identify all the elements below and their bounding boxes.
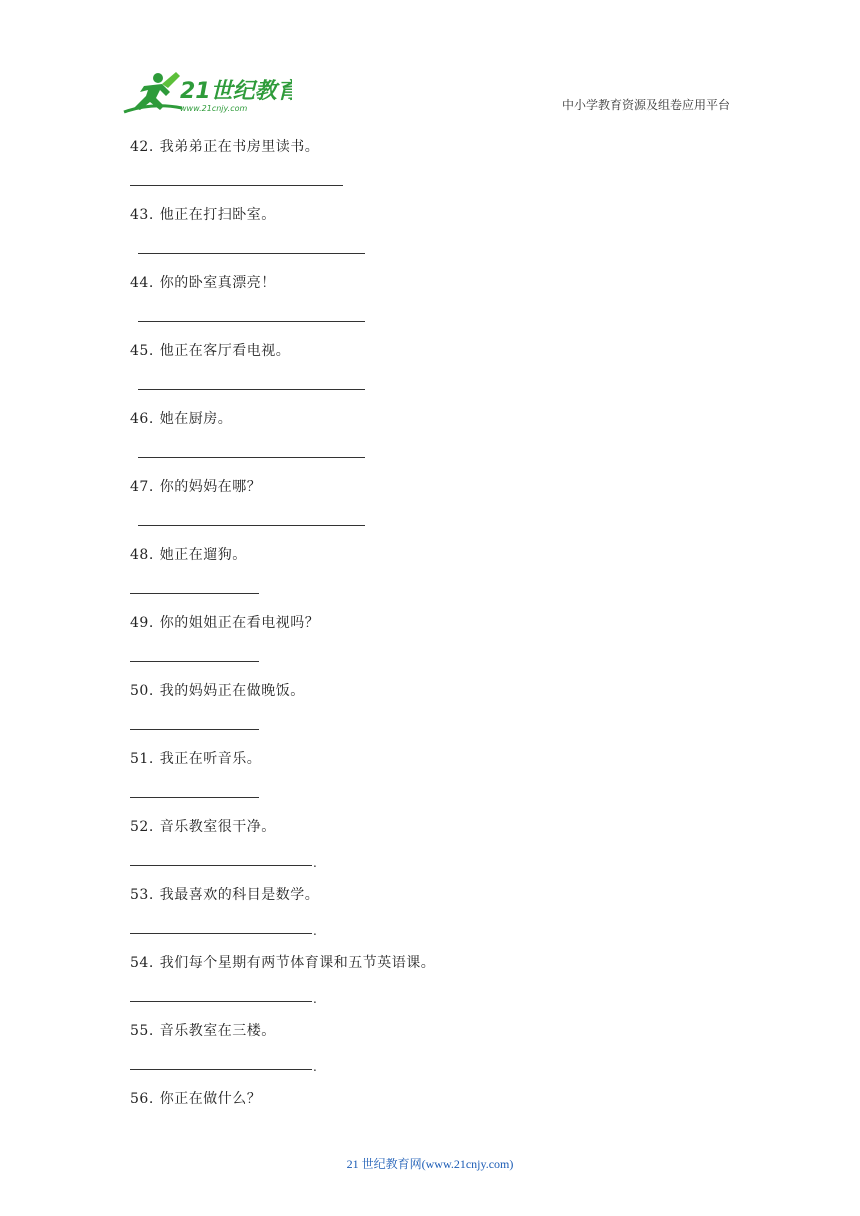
question-text [130, 274, 276, 292]
question-body: 我的妈妈正在做晚饭。 [159, 683, 305, 699]
question-item [130, 954, 730, 1022]
answer-line[interactable] [130, 593, 259, 594]
question-item [130, 818, 730, 886]
question-text [130, 138, 319, 156]
question-number: 51. [130, 751, 154, 767]
question-list [130, 138, 730, 1158]
question-text [130, 682, 305, 700]
question-item [130, 546, 730, 614]
question-item [130, 206, 730, 274]
answer-line[interactable] [130, 865, 312, 866]
page-footer: 21 世纪教育网(www.21cnjy.com) [346, 1157, 514, 1171]
question-body: 我弟弟正在书房里读书。 [159, 139, 320, 155]
question-number: 46. [130, 411, 154, 427]
question-text [130, 750, 261, 768]
question-number: 48. [130, 547, 154, 563]
answer-line[interactable] [138, 525, 365, 526]
answer-period: . [313, 992, 317, 1006]
question-text [130, 954, 435, 972]
question-item [130, 478, 730, 546]
question-number: 53. [130, 887, 154, 903]
question-number: 44. [130, 275, 154, 291]
answer-line[interactable] [138, 253, 365, 254]
question-item [130, 410, 730, 478]
question-body: 音乐教室在三楼。 [159, 1023, 276, 1039]
svg-text:www.21cnjy.com: www.21cnjy.com [180, 104, 248, 113]
question-body: 我们每个星期有两节体育课和五节英语课。 [159, 955, 436, 971]
question-text [130, 410, 232, 428]
question-body: 你的妈妈在哪？ [159, 479, 262, 495]
question-item [130, 886, 730, 954]
answer-line[interactable] [138, 321, 365, 322]
question-item [130, 750, 730, 818]
question-item [130, 1022, 730, 1090]
question-number: 47. [130, 479, 154, 495]
question-body: 你的姐姐正在看电视吗？ [159, 615, 320, 631]
question-number: 42. [130, 139, 154, 155]
svg-text:21世纪教育: 21世纪教育 [180, 79, 292, 104]
question-text [130, 206, 276, 224]
question-number: 54. [130, 955, 154, 971]
question-item [130, 1090, 730, 1158]
question-number: 49. [130, 615, 154, 631]
question-number: 50. [130, 683, 154, 699]
answer-line[interactable] [130, 1001, 312, 1002]
page-header [0, 0, 860, 125]
question-body: 他正在客厅看电视。 [159, 343, 291, 359]
answer-line[interactable] [130, 729, 259, 730]
question-text [130, 614, 319, 632]
answer-line[interactable] [138, 457, 365, 458]
question-body: 你的卧室真漂亮！ [159, 275, 276, 291]
answer-period: . [313, 856, 317, 870]
answer-period: . [313, 924, 317, 938]
question-item [130, 342, 730, 410]
logo [122, 68, 292, 116]
answer-line[interactable] [130, 1069, 312, 1070]
question-item [130, 614, 730, 682]
question-number: 45. [130, 343, 154, 359]
question-number: 43. [130, 207, 154, 223]
answer-line[interactable] [138, 389, 365, 390]
question-body: 她正在遛狗。 [159, 547, 247, 563]
question-item [130, 138, 730, 206]
question-text [130, 1090, 261, 1108]
question-body: 音乐教室很干净。 [159, 819, 276, 835]
answer-line[interactable] [130, 797, 259, 798]
question-number: 55. [130, 1023, 154, 1039]
answer-line[interactable] [130, 661, 259, 662]
header-tagline: 中小学教育资源及组卷应用平台 [561, 98, 730, 112]
answer-line[interactable] [130, 933, 312, 934]
answer-period: . [313, 1060, 317, 1074]
question-body: 你正在做什么？ [159, 1091, 262, 1107]
question-body: 我正在听音乐。 [159, 751, 262, 767]
question-text [130, 886, 319, 904]
question-number: 52. [130, 819, 154, 835]
answer-line[interactable] [130, 185, 343, 186]
question-text [130, 818, 276, 836]
question-text [130, 478, 261, 496]
question-body: 他正在打扫卧室。 [159, 207, 276, 223]
question-body: 她在厨房。 [159, 411, 233, 427]
question-item [130, 274, 730, 342]
question-number: 56. [130, 1091, 154, 1107]
question-item [130, 682, 730, 750]
question-text [130, 546, 247, 564]
question-text [130, 1022, 276, 1040]
logo-runner-icon [122, 68, 292, 116]
question-body: 我最喜欢的科目是数学。 [159, 887, 320, 903]
question-text [130, 342, 290, 360]
